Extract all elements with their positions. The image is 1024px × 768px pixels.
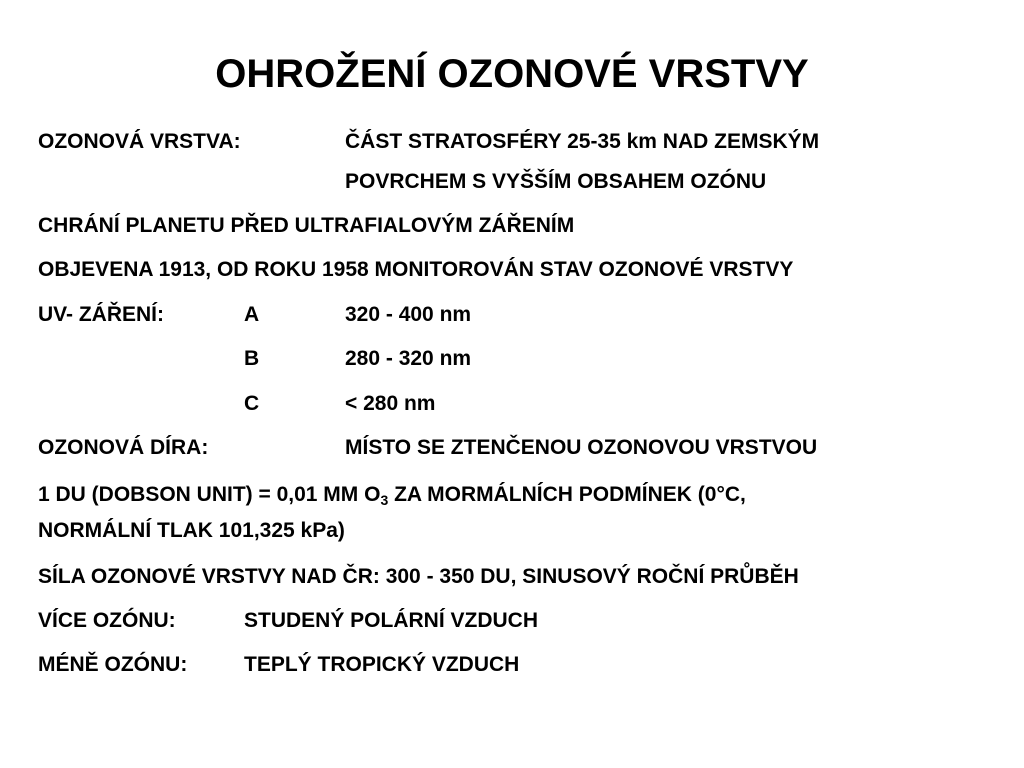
less-ozone-label: MÉNĚ OZÓNU: [38,653,188,676]
uv-range: 280 - 320 nm [345,347,472,370]
dobson-post: ZA MORMÁLNÍCH PODMÍNEK (0°C, [388,483,746,506]
slide-title: OHROŽENÍ OZONOVÉ VRSTVY [215,52,809,96]
more-ozone-label: VÍCE OZÓNU: [38,609,176,632]
uv-band: B [244,347,260,370]
ozone-hole-label: OZONOVÁ DÍRA: [38,436,209,459]
protects-line: CHRÁNÍ PLANETU PŘED ULTRAFIALOVÝM ZÁŘENÍM [38,214,575,237]
uv-label: UV- ZÁŘENÍ: [38,303,164,326]
dobson-subscript: 3 [380,492,389,508]
more-ozone-desc: STUDENÝ POLÁRNÍ VZDUCH [244,609,539,632]
uv-band: C [244,392,260,415]
less-ozone-desc: TEPLÝ TROPICKÝ VZDUCH [244,653,520,676]
ozone-layer-label: OZONOVÁ VRSTVA: [38,130,241,153]
dobson-pre: 1 DU (DOBSON UNIT) = 0,01 MM O [38,483,381,506]
uv-range: < 280 nm [345,392,436,415]
uv-band: A [244,303,260,326]
ozone-hole-desc: MÍSTO SE ZTENČENOU OZONOVOU VRSTVOU [345,436,818,459]
uv-range: 320 - 400 nm [345,303,472,326]
ozone-layer-desc-line2: POVRCHEM S VYŠŠÍM OBSAHEM OZÓNU [345,170,767,193]
dobson-line1 [38,481,746,509]
strength-line: SÍLA OZONOVÉ VRSTVY NAD ČR: 300 - 350 DU, SINUSOVÝ ROČNÍ PRŮBĚH [38,565,799,588]
ozone-layer-desc-line1: ČÁST STRATOSFÉRY 25-35 km NAD ZEMSKÝM [345,130,820,153]
discovered-line: OBJEVENA 1913, OD ROKU 1958 MONITOROVÁN STAV OZONOVÉ VRSTVY [38,258,794,281]
dobson-line2: NORMÁLNÍ TLAK 101,325 kPa) [38,519,345,542]
